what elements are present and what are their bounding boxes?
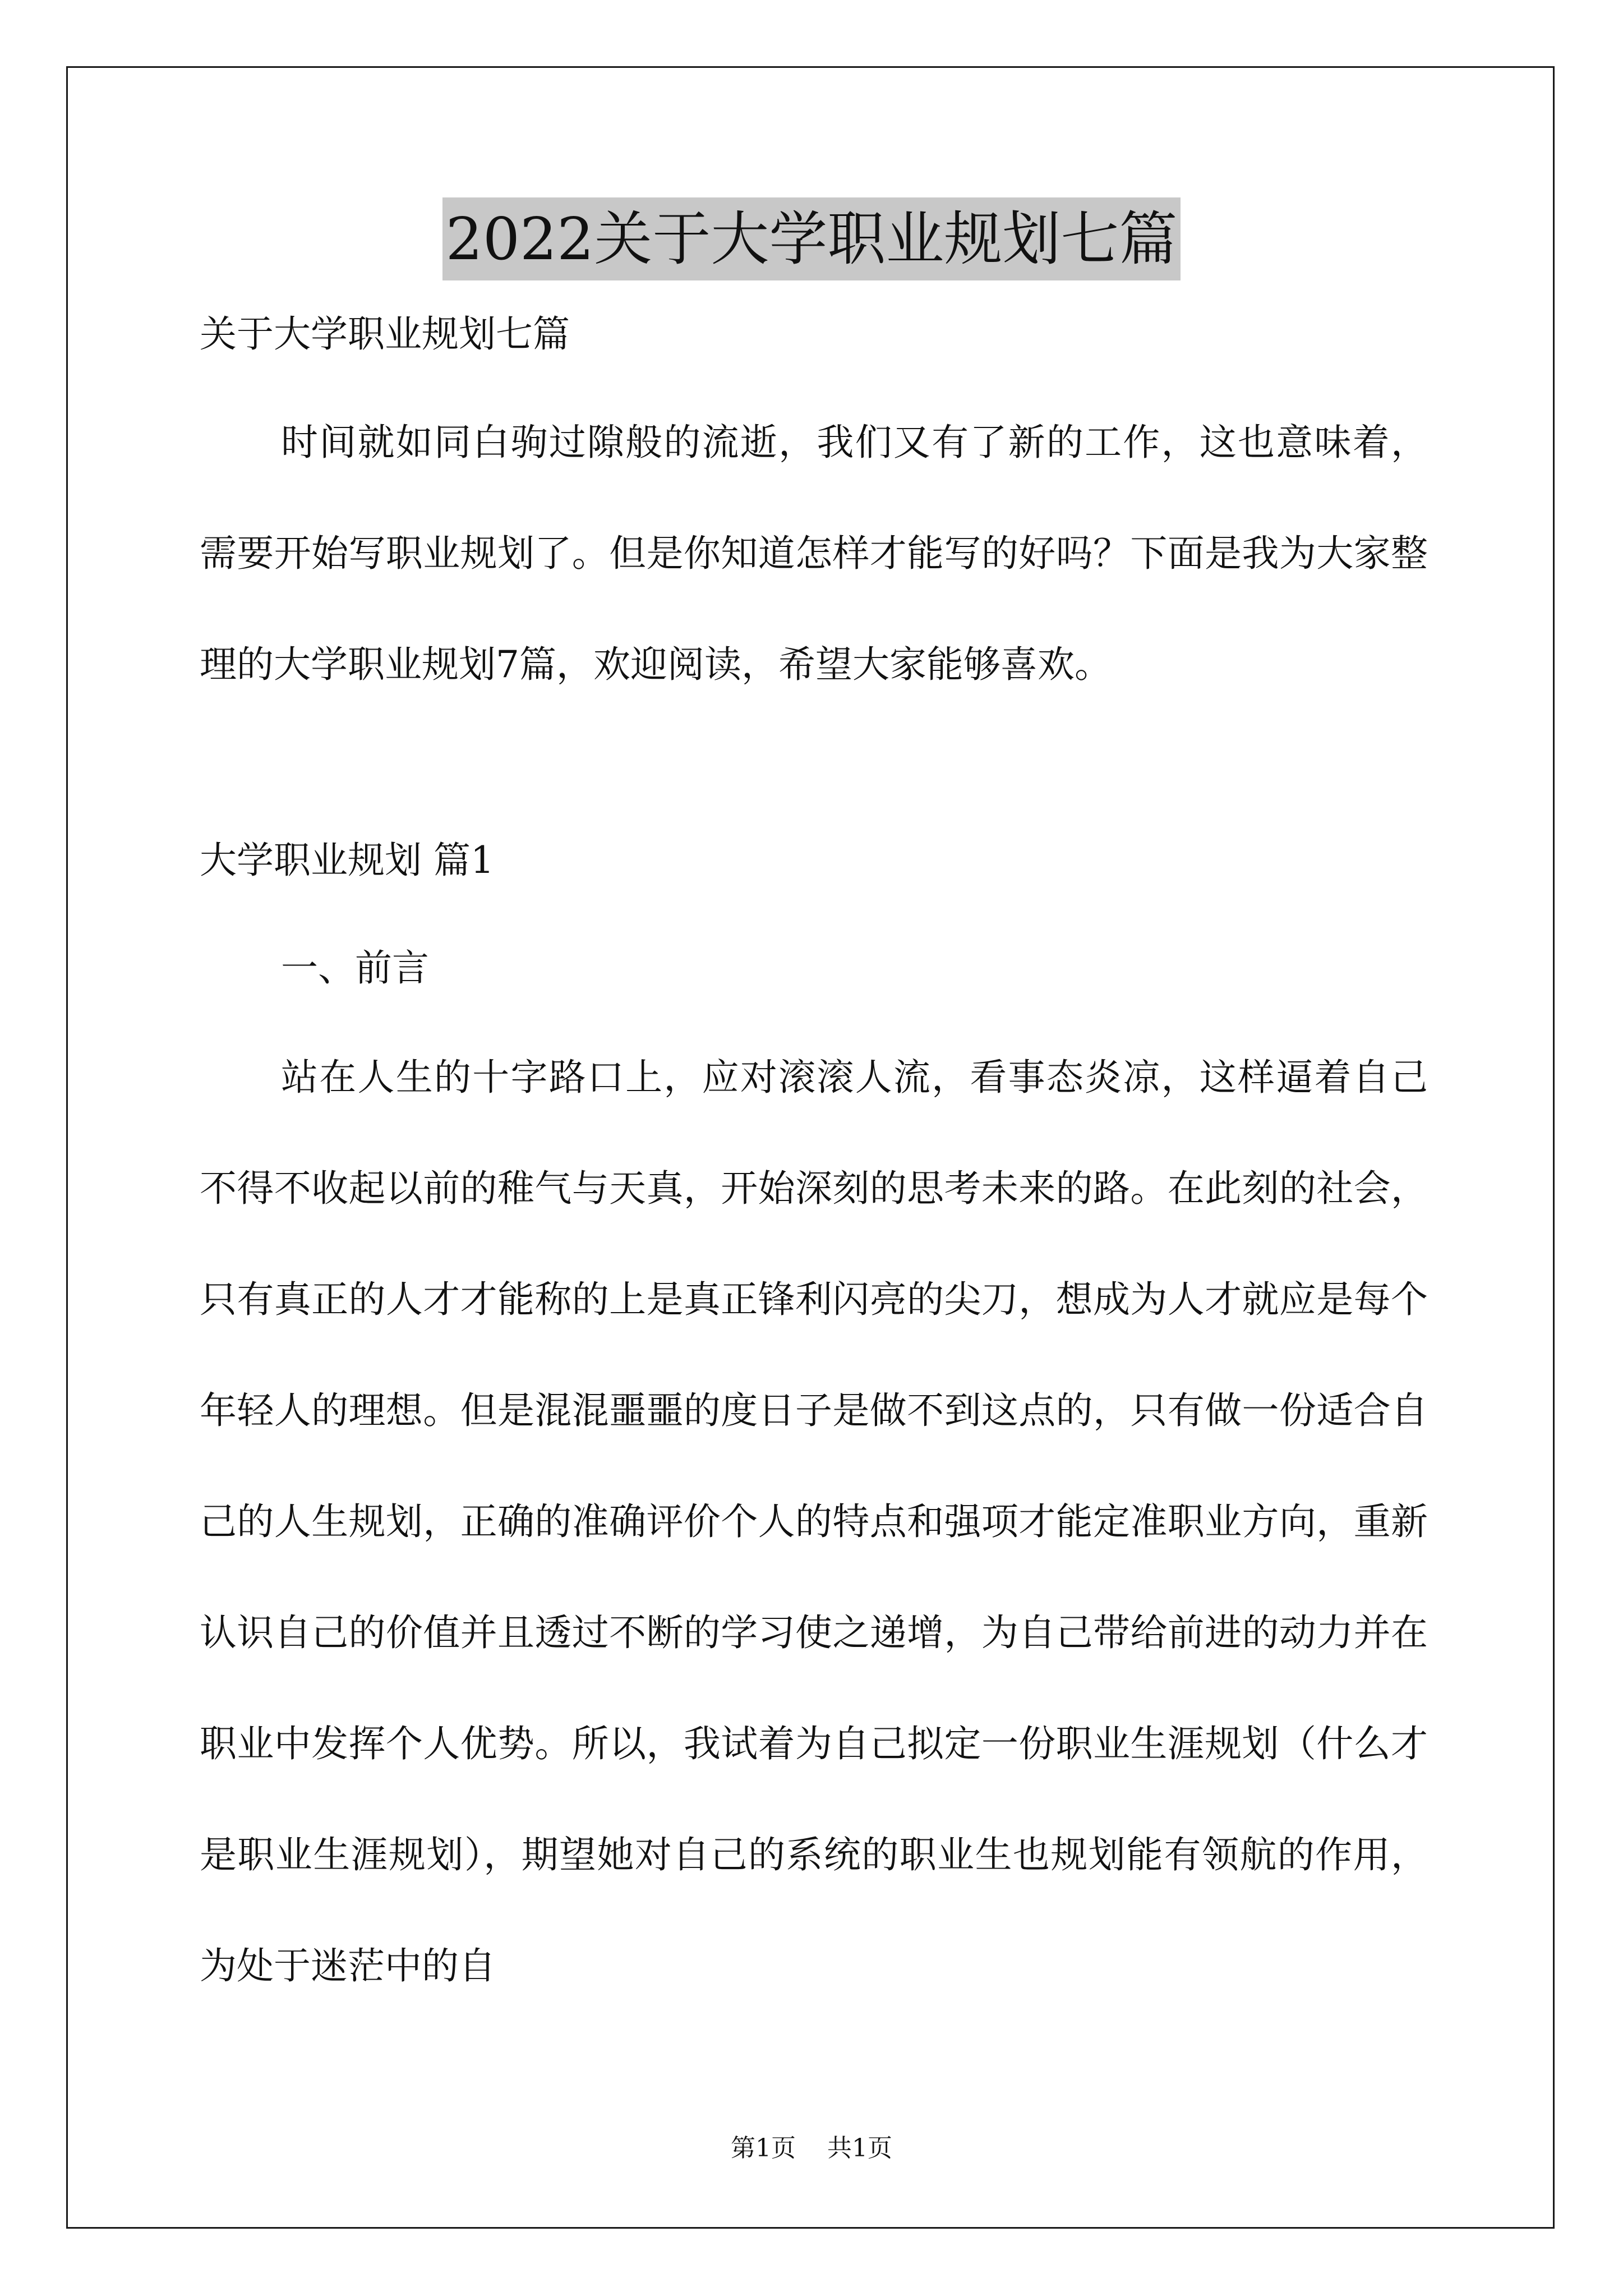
document-title: 2022关于大学职业规划七篇 [442, 197, 1181, 280]
page-total: 共1页 [827, 2134, 892, 2162]
intro-paragraph: 时间就如同白驹过隙般的流逝，我们又有了新的工作，这也意味着，需要开始写职业规划了。但是你知道怎样才能写的好吗？下面是我为大家整理的大学职业规划7篇，欢迎阅读，希望大家能够喜欢。 [200, 421, 1428, 686]
page-footer [0, 2132, 1623, 2165]
page-number: 第1页 [731, 2134, 796, 2162]
sub-heading: 一、前言 [281, 946, 429, 990]
document-body [200, 307, 1428, 2022]
document-subtitle: 关于大学职业规划七篇 [200, 312, 570, 356]
section-heading: 大学职业规划 篇1 [200, 839, 494, 882]
title-container [0, 197, 1623, 280]
body-paragraph: 站在人生的十字路口上，应对滚滚人流，看事态炎凉，这样逼着自己不得不收起以前的稚气与天真，开始深刻的思考未来的路。在此刻的社会，只有真正的人才才能称的上是真正锋利闪亮的尖刀，想成为人才就应是每个年轻人的理想。但是混混噩噩的度日子是做不到这点的，只有做一份适合自己的人生规划，正确的准确评价个人的特点和强项才能定准职业方向，重新认识自己的价值并且透过不断的学习使之递增，为自己带给前进的动力并在职业中发挥个人优势。所以，我试着为自己拟定一份职业生涯规划（什么才是职业生涯规划），期望她对自己的系统的职业生也规划能有领航的作用，为处于迷茫中的自 [200, 1056, 1428, 1987]
